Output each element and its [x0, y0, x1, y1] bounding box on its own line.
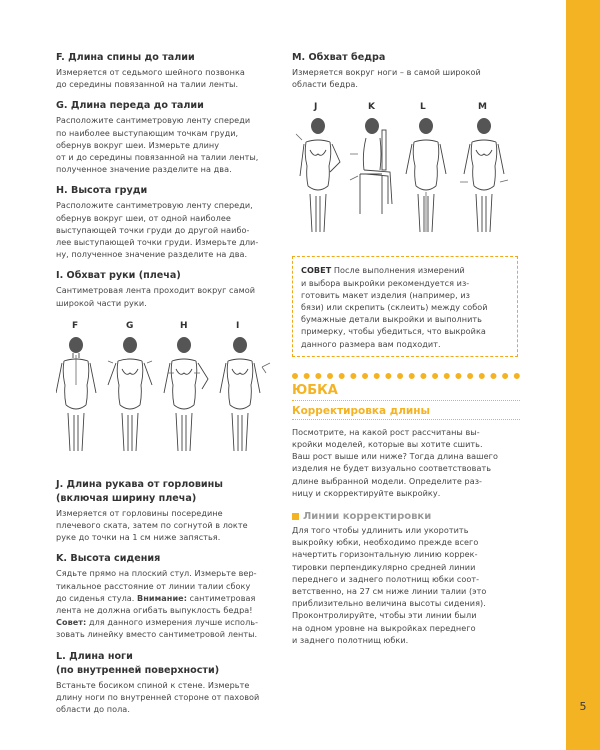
figure-j-body — [296, 118, 340, 232]
heading-l-2: (по внутренней поверхности) — [56, 664, 220, 676]
text-k-3 — [56, 592, 274, 604]
tip-line-0 — [301, 264, 509, 276]
figure-k-body — [350, 118, 392, 214]
figure-l-body — [406, 118, 446, 232]
body-line-3: тировки перпендикулярно средней линии — [292, 561, 476, 572]
section-k — [56, 553, 274, 640]
intro-line-5: ницу и скорректируйте выкройку. — [292, 487, 441, 498]
heading-j-2: (включая ширину плеча) — [56, 492, 197, 504]
intro-line-4: длине выбранной модели. Определите раз- — [292, 475, 483, 486]
text-g-3: обернув вокруг шеи. Измерьте длину — [56, 139, 220, 150]
body-line-5: ветственно, на 27 см ниже линии талии (это — [292, 586, 487, 597]
intro-line-3: изделия не будет визуально соответствовать — [292, 463, 492, 474]
text-l-1: Встаньте босиком спиной к стене. Измерьте — [56, 679, 250, 690]
body-line-2: начертить горизонтальную линию коррек- — [292, 549, 478, 560]
section-i — [56, 270, 274, 308]
tip-line-6: данного размера вам подходит. — [301, 338, 441, 349]
text-k-4: лента не должна огибать выпуклость бедра! — [56, 605, 253, 616]
attention-tail: сантиметровая — [187, 592, 256, 603]
section-g — [56, 100, 274, 175]
tip-line-2: готовить макет изделия (например, из — [301, 289, 471, 300]
body-line-0: Для того чтобы удлинить или укоротить — [292, 525, 469, 536]
text-g-2: по наиболее выступающим точкам груди, — [56, 127, 239, 138]
square-bullet-icon — [292, 513, 299, 520]
intro-line-0: Посмотрите, на какой рост рассчитаны вы- — [292, 426, 480, 437]
edge-color-band — [566, 0, 600, 750]
tip-label: СОВЕТ — [301, 265, 332, 276]
attention-label: Внимание: — [137, 592, 187, 603]
text-j-3: руке до точки на 1 см ниже запястья. — [56, 532, 221, 543]
fig-label-k: K — [368, 102, 375, 113]
intro-line-2: Ваш рост выше или ниже? Тогда длина вашего — [292, 451, 498, 462]
text-m-1: Измеряется вокруг ноги – в самой широкой — [292, 67, 481, 77]
heading-j-1: J. Длина рукава от горловины — [56, 478, 223, 490]
body-line-4: переднего и заднего полотнищ юбки соот- — [292, 573, 480, 584]
text-g-5: полученное значение разделите на два. — [56, 164, 232, 175]
heading-k: K. Высота сидения — [56, 553, 161, 565]
tip-label-k: Совет: — [56, 617, 87, 628]
text-k-6: зовать линейку вместо сантиметровой ленты. — [56, 629, 258, 640]
heading-i: I. Обхват руки (плеча) — [56, 270, 181, 282]
tip-line-3: бязи) или скрепить (склеить) между собой — [301, 302, 488, 313]
figure-h-body — [164, 337, 208, 451]
subtitle-dotted-line — [292, 419, 520, 420]
figure-i-body — [220, 337, 270, 451]
right-column — [292, 52, 520, 646]
tip-line-4: бумажные детали выкройки и выполнить — [301, 314, 482, 325]
figures-jklm-illustration — [292, 96, 520, 246]
text-l-3: области до пола. — [56, 704, 130, 715]
text-k-5 — [56, 616, 274, 628]
tip-line-1: и выбора выкройки рекомендуется из- — [301, 277, 470, 288]
fig-label-j: J — [314, 102, 318, 113]
fig-label-i: I — [236, 320, 240, 331]
tip-box — [292, 256, 518, 356]
text-h-4: лее выступающей точки груди. Измерьте дли- — [56, 237, 259, 248]
text-g-4: от и до середины повязанной на талии ленты, — [56, 152, 259, 163]
text-f-1: Измеряется от седьмого шейного позвонка — [56, 67, 245, 77]
text-j-1: Измеряется от горловины посередине — [56, 507, 223, 518]
page-number: 5 — [579, 700, 587, 713]
body-line-9: и заднего полотнищ юбки. — [292, 634, 409, 645]
tip-first: После выполнения измерений — [331, 265, 465, 276]
body-paragraph — [292, 524, 520, 646]
text-i-2: широкой части руки. — [56, 297, 147, 308]
text-j-2: плечевого ската, затем по согнутой в локте — [56, 520, 248, 531]
text-k-1: Сядьте прямо на плоский стул. Измерьте вер- — [56, 568, 257, 579]
text-h-3: выступающей точки груди до другой наибо- — [56, 224, 250, 235]
intro-line-1: кройки моделей, которые вы хотите сшить. — [292, 439, 483, 450]
text-i-1: Сантиметровая лента проходит вокруг самой — [56, 285, 256, 296]
heading-h: H. Высота груди — [56, 185, 148, 197]
section-f — [56, 52, 274, 90]
heading-f: F. Длина спины до талии — [56, 52, 195, 63]
fig-label-l: L — [420, 102, 426, 113]
text-f-2: до середины повязанной на талии ленты. — [56, 79, 239, 90]
section-j — [56, 479, 274, 544]
figure-jklm — [292, 96, 520, 246]
body-line-1: выкройку юбки, необходимо прежде всего — [292, 537, 479, 548]
subhead-text: Линии корректировки — [303, 511, 432, 523]
tip-tail-k: для данного измерения лучше исполь- — [86, 617, 259, 628]
text-l-2: длину ноги по внутренней стороне от паховой — [56, 691, 260, 702]
section-divider — [292, 373, 520, 379]
heading-g: G. Длина переда до талии — [56, 100, 204, 112]
tip-line-5: примерку, чтобы убедиться, что выкройка — [301, 326, 486, 337]
fig-label-f: F — [72, 320, 79, 331]
body-line-8: на одном уровне на выкройках переднего — [292, 622, 476, 633]
fig-label-m: M — [478, 102, 487, 113]
left-column — [56, 52, 274, 725]
figure-fghi — [56, 315, 274, 465]
fig-label-h: H — [180, 320, 188, 331]
section-l — [56, 651, 274, 716]
section-m — [292, 52, 520, 90]
text-g-1: Расположите сантиметровую ленту спереди — [56, 115, 251, 126]
body-line-6: приблизительно величина высоты сидения). — [292, 598, 486, 609]
figure-m-body — [460, 118, 508, 232]
subtitle-length: Корректировка длины — [292, 404, 431, 417]
text-m-2: области бедра. — [292, 79, 359, 90]
title-dotted-line — [292, 400, 520, 401]
intro-paragraph — [292, 426, 520, 499]
figures-fghi-illustration — [56, 315, 274, 465]
heading-l-1: L. Длина ноги — [56, 650, 133, 662]
body-line-7: Проконтролируйте, чтобы эти линии были — [292, 610, 477, 621]
text-k-3a: до сиденья стула. — [56, 592, 135, 603]
section-h — [56, 185, 274, 260]
text-h-1: Расположите сантиметровую ленту спереди, — [56, 200, 253, 211]
figure-f-body — [56, 337, 96, 451]
fig-label-g: G — [126, 320, 134, 331]
heading-m: M. Обхват бедра — [292, 52, 386, 63]
subhead-correction-lines — [292, 511, 520, 522]
figure-g-body — [108, 337, 152, 451]
text-h-5: ну, полученное значение разделите на два. — [56, 249, 248, 260]
text-k-2: тикальное расстояние от линии талии сбоку — [56, 580, 251, 591]
text-h-2: обернув вокруг шеи, от одной наиболее — [56, 212, 231, 223]
section-title-skirt: ЮБКА — [292, 382, 338, 398]
